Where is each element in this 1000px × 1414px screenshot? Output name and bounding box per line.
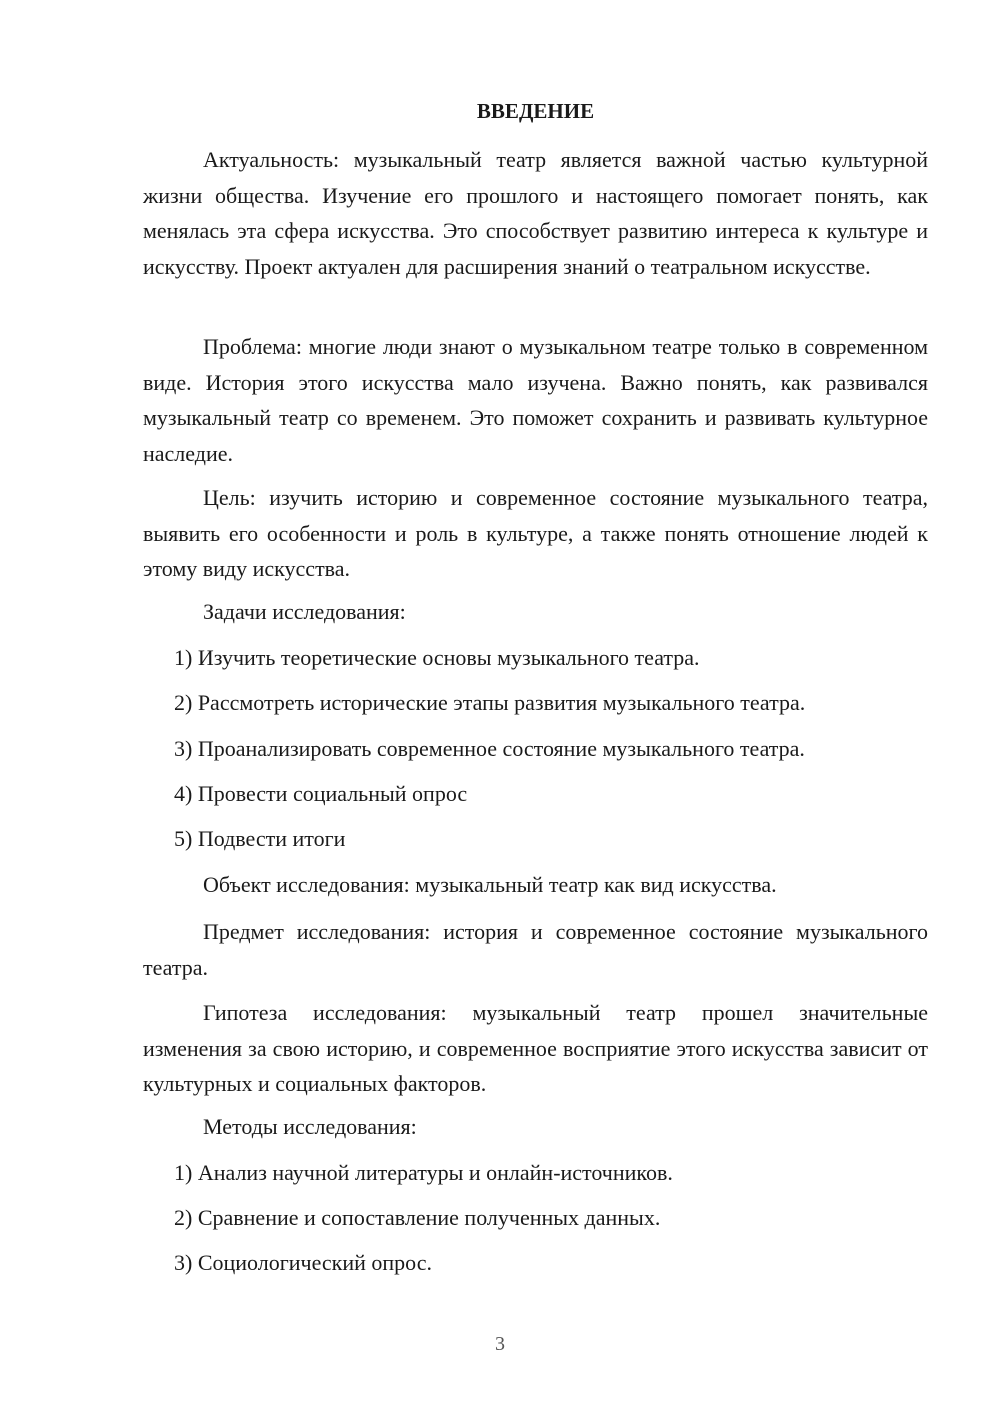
method-item: 3) Социологический опрос. [174, 1250, 432, 1275]
task-item: 1) Изучить теоретические основы музыкального театра. [174, 645, 700, 670]
page-number: 3 [495, 1333, 505, 1355]
task-item: 2) Рассмотреть исторические этапы развития музыкального театра. [174, 690, 806, 715]
method-item: 2) Сравнение и сопоставление полученных данных. [174, 1205, 661, 1230]
task-item: 4) Провести социальный опрос [174, 781, 468, 806]
actuality-paragraph: Актуальность: музыкальный театр является важной частью культурной жизни общества. Изучение его прошлого и настоящего помогает понять, как менялась эта сфера искусства. Это способствует развитию интереса к культуре и искусству. Проект актуален для расширения знаний о театральном искусстве. [143, 147, 928, 279]
page-title: ВВЕДЕНИЕ [476, 99, 595, 123]
task-item: 5) Подвести итоги [174, 826, 346, 851]
methods-heading: Методы исследования: [203, 1114, 417, 1139]
task-item: 3) Проанализировать современное состояние музыкального театра. [174, 736, 805, 761]
problem-paragraph: Проблема: многие люди знают о музыкальном театре только в современном виде. История этого искусства мало изучена. Важно понять, как развивался музыкальный театр со временем. Это поможет сохранить и развивать культурное наследие. [143, 334, 928, 466]
method-item: 1) Анализ научной литературы и онлайн-источников. [174, 1160, 673, 1185]
tasks-heading: Задачи исследования: [203, 599, 406, 624]
hypothesis-paragraph: Гипотеза исследования: музыкальный театр прошел значительные изменения за свою историю, и современное восприятие этого искусства зависит от культурных и социальных факторов. [143, 1000, 928, 1096]
subject-paragraph: Предмет исследования: история и современное состояние музыкального театра. [143, 919, 928, 980]
goal-paragraph: Цель: изучить историю и современное состояние музыкального театра, выявить его особенности и роль в культуре, а также понять отношение людей к этому виду искусства. [143, 485, 928, 581]
object-paragraph: Объект исследования: музыкальный театр как вид искусства. [203, 872, 777, 897]
